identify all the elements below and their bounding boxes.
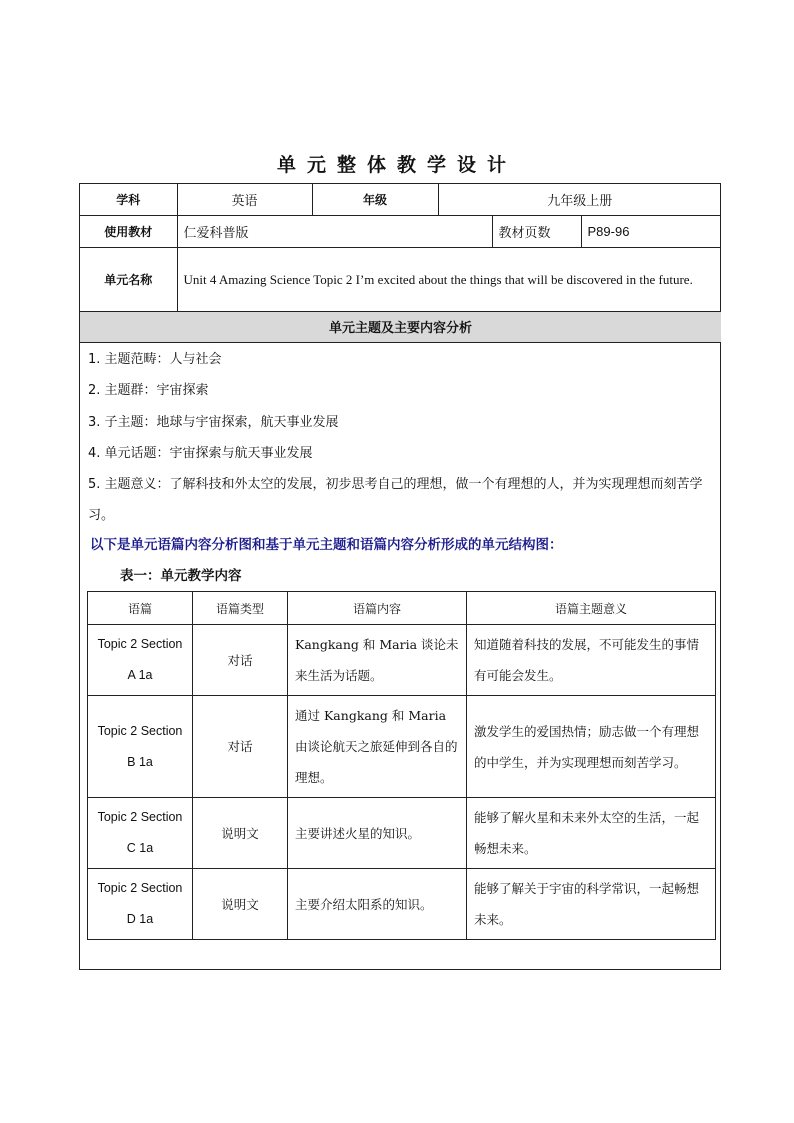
lesson-plan-sheet bbox=[79, 183, 721, 970]
meaning-cell: 能够了解火星和未来外太空的生活，一起畅想未来。 bbox=[467, 798, 716, 869]
textbook-label: 使用教材 bbox=[80, 215, 177, 247]
textbook-value: 仁爱科普版 bbox=[177, 215, 492, 247]
table-row bbox=[88, 696, 716, 798]
meaning-cell: 知道随着科技的发展，不可能发生的事情有可能会发生。 bbox=[467, 625, 716, 696]
subject-label: 学科 bbox=[80, 184, 177, 215]
pages-label: 教材页数 bbox=[492, 215, 581, 247]
section-cell: Topic 2 Section B 1a bbox=[88, 696, 193, 798]
meta-table bbox=[80, 184, 721, 343]
analysis-item: 1. 主题范畴：人与社会 bbox=[88, 352, 222, 367]
type-cell: 说明文 bbox=[193, 798, 288, 869]
analysis-item: 3. 子主题：地球与宇宙探索，航天事业发展 bbox=[88, 414, 339, 430]
table-row bbox=[88, 869, 716, 940]
content-cell: 通过 Kangkang 和 Maria 由谈论航天之旅延伸到各自的理想。 bbox=[288, 696, 467, 798]
table-row bbox=[88, 798, 716, 869]
section-heading: 单元主题及主要内容分析 bbox=[80, 311, 721, 342]
type-cell: 说明文 bbox=[193, 869, 288, 940]
page-title: 单元整体教学设计 bbox=[276, 154, 517, 176]
analysis-item: 4. 单元话题：宇宙探索与航天事业发展 bbox=[88, 445, 313, 461]
meaning-cell: 能够了解关于宇宙的科学常识，一起畅想未来。 bbox=[467, 869, 716, 940]
unit-value: Unit 4 Amazing Science Topic 2 I’m excited about the things that will be discovered in the future. bbox=[177, 247, 721, 311]
analysis-item: 5. 主题意义：了解科技和外太空的发展，初步思考自己的理想，做一个有理想的人，并为实现理想而刻苦学习。 bbox=[88, 477, 703, 524]
analysis-item: 2. 主题群：宇宙探索 bbox=[88, 383, 209, 399]
type-cell: 对话 bbox=[193, 696, 288, 798]
section-cell: Topic 2 Section A 1a bbox=[88, 625, 193, 696]
content-cell: 主要介绍太阳系的知识。 bbox=[288, 869, 467, 940]
unit-label: 单元名称 bbox=[80, 247, 177, 311]
grade-value: 九年级上册 bbox=[438, 184, 721, 215]
section-cell: Topic 2 Section C 1a bbox=[88, 798, 193, 869]
grade-label: 年级 bbox=[312, 184, 438, 215]
content-table bbox=[87, 591, 716, 940]
column-header: 语篇 bbox=[88, 592, 193, 625]
column-header: 语篇类型 bbox=[193, 592, 288, 625]
meaning-cell: 激发学生的爱国热情；励志做一个有理想的中学生，并为实现理想而刻苦学习。 bbox=[467, 696, 716, 798]
content-cell: Kangkang 和 Maria 谈论未来生活为话题。 bbox=[288, 625, 467, 696]
type-cell: 对话 bbox=[193, 625, 288, 696]
pages-value: P89-96 bbox=[581, 215, 721, 247]
column-header: 语篇内容 bbox=[288, 592, 467, 625]
content-cell: 主要讲述火星的知识。 bbox=[288, 798, 467, 869]
table-row bbox=[88, 625, 716, 696]
theme-analysis bbox=[88, 344, 713, 532]
subject-value: 英语 bbox=[177, 184, 312, 215]
structure-note: 以下是单元语篇内容分析图和基于单元主题和语篇内容分析形成的单元结构图： bbox=[90, 537, 563, 553]
section-cell: Topic 2 Section D 1a bbox=[88, 869, 193, 940]
column-header: 语篇主题意义 bbox=[467, 592, 716, 625]
table-caption: 表一：单元教学内容 bbox=[120, 568, 242, 584]
